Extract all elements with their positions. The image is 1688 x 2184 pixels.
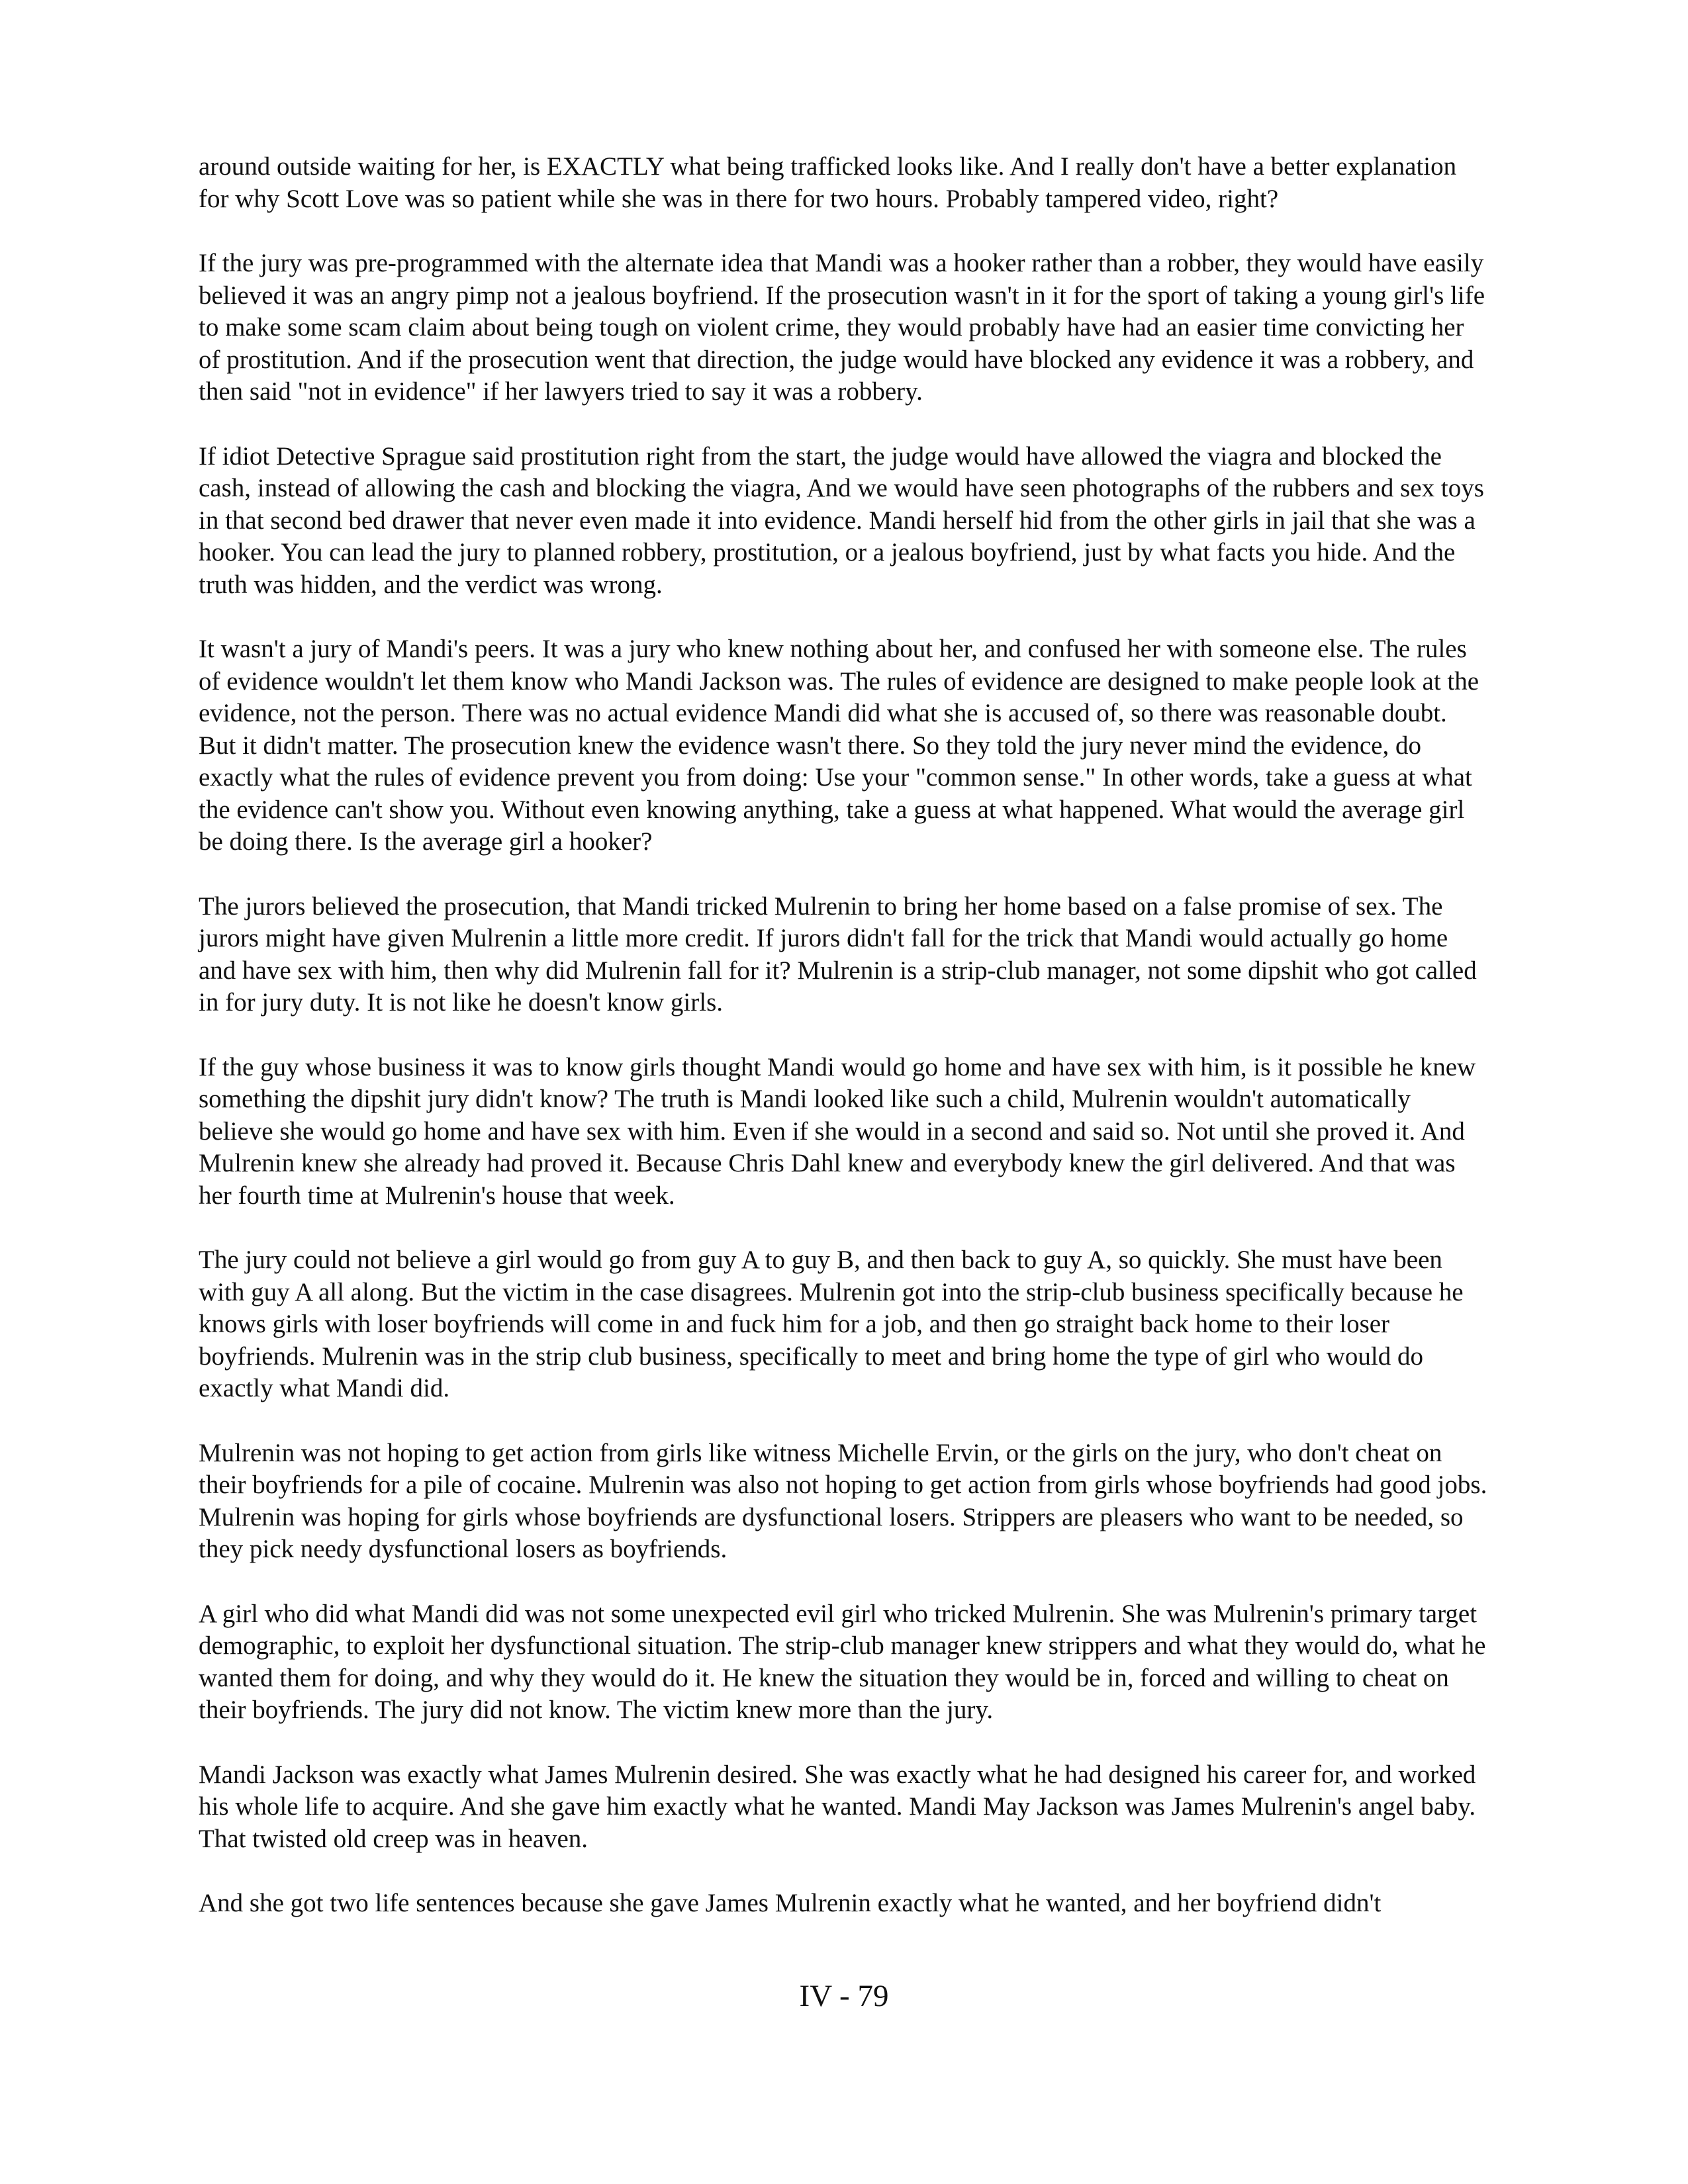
paragraph: It wasn't a jury of Mandi's peers. It was a jury who knew nothing about her, and confused her with someone else. The rules of evidence wouldn't let them know who Mandi Jackson was. The rules of evidence are designed to make people look at the evidence, not the person. There was no actual evidence Mandi did what she is accused of, so there was reasonable doubt. But it didn't matter. The prosecution knew the evidence wasn't there. So they told the jury never mind the evidence, do exactly what the rules of evidence prevent you from doing: Use your "common sense." In other words, take a guess at what the evidence can't show you. Without even knowing anything, take a guess at what happened. What would the average girl be doing there. Is the average girl a hooker?: [199, 635, 1479, 856]
paragraph: If the guy whose business it was to know girls thought Mandi would go home and have sex with him, is it possible he knew something the dipshit jury didn't know? The truth is Mandi looked like such a child, Mulrenin wouldn't automatically believe she would go home and have sex with him. Even if she would in a second and said so. Not until she proved it. And Mulrenin knew she already had proved it. Because Chris Dahl knew and everybody knew the girl delivered. And that was her fourth time at Mulrenin's house that week.: [199, 1052, 1476, 1210]
paragraph: If idiot Detective Sprague said prostitution right from the start, the judge would have allowed the viagra and blocked the cash, instead of allowing the cash and blocking the viagra, And we would have seen photographs of the rubbers and sex toys in that second bed drawer that never even made it into evidence. Mandi herself hid from the other girls in jail that she was a hooker. You can lead the jury to planned robbery, prostitution, or a jealous boyfriend, just by what facts you hide. And the truth was hidden, and the verdict was wrong.: [199, 441, 1484, 599]
paragraph: The jury could not believe a girl would go from guy A to guy B, and then back to guy A, so quickly. She must have been with guy A all along. But the victim in the case disagrees. Mulrenin got into the strip-club business specifically because he knows girls with loser boyfriends will come in and fuck him for a job, and then go straight back home to their loser boyfriends. Mulrenin was in the strip club business, specifically to meet and bring home the type of girl who would do exactly what Mandi did.: [199, 1246, 1464, 1402]
body-text: [199, 151, 1489, 1952]
paragraph: And she got two life sentences because she gave James Mulrenin exactly what he wanted, and her boyfriend didn't: [199, 1889, 1382, 1917]
paragraph: The jurors believed the prosecution, that Mandi tricked Mulrenin to bring her home based on a false promise of sex. The jurors might have given Mulrenin a little more credit. If jurors didn't fall for the trick that Mandi would actually go home and have sex with him, then why did Mulrenin fall for it? Mulrenin is a strip-club manager, not some dipshit who got called in for jury duty. It is not like he doesn't know girls.: [199, 891, 1477, 1017]
paragraph: If the jury was pre-programmed with the alternate idea that Mandi was a hooker rather than a robber, they would have easily believed it was an angry pimp not a jealous boyfriend. If the prosecution wasn't in it for the sport of taking a young girl's life to make some scam claim about being tough on violent crime, they would probably have had an easier time convicting her of prostitution. And if the prosecution went that direction, the judge would have blocked any evidence it was a robbery, and then said "not in evidence" if her lawyers tried to say it was a robbery.: [199, 249, 1485, 406]
page-number: IV - 79: [799, 1979, 889, 2013]
paragraph: A girl who did what Mandi did was not some unexpected evil girl who tricked Mulrenin. She was Mulrenin's primary target demographic, to exploit her dysfunctional situation. The strip-club manager knew strippers and what they would do, what he wanted them for doing, and why they would do it. He knew the situation they would be in, forced and willing to cheat on their boyfriends. The jury did not know. The victim knew more than the jury.: [199, 1599, 1486, 1724]
paragraph: Mulrenin was not hoping to get action from girls like witness Michelle Ervin, or the girls on the jury, who don't cheat on their boyfriends for a pile of cocaine. Mulrenin was also not hoping to get action from girls whose boyfriends had good jobs. Mulrenin was hoping for girls whose boyfriends are dysfunctional losers. Strippers are pleasers who want to be needed, so they pick needy dysfunctional losers as boyfriends.: [199, 1438, 1487, 1563]
paragraph: around outside waiting for her, is EXACTLY what being trafficked looks like. And I really don't have a better explanation for why Scott Love was so patient while she was in there for two hours. Probably tampered video, right?: [199, 152, 1457, 213]
paragraph: Mandi Jackson was exactly what James Mulrenin desired. She was exactly what he had designed his career for, and worked his whole life to acquire. And she gave him exactly what he wanted. Mandi May Jackson was James Mulrenin's angel baby. That twisted old creep was in heaven.: [199, 1760, 1476, 1853]
